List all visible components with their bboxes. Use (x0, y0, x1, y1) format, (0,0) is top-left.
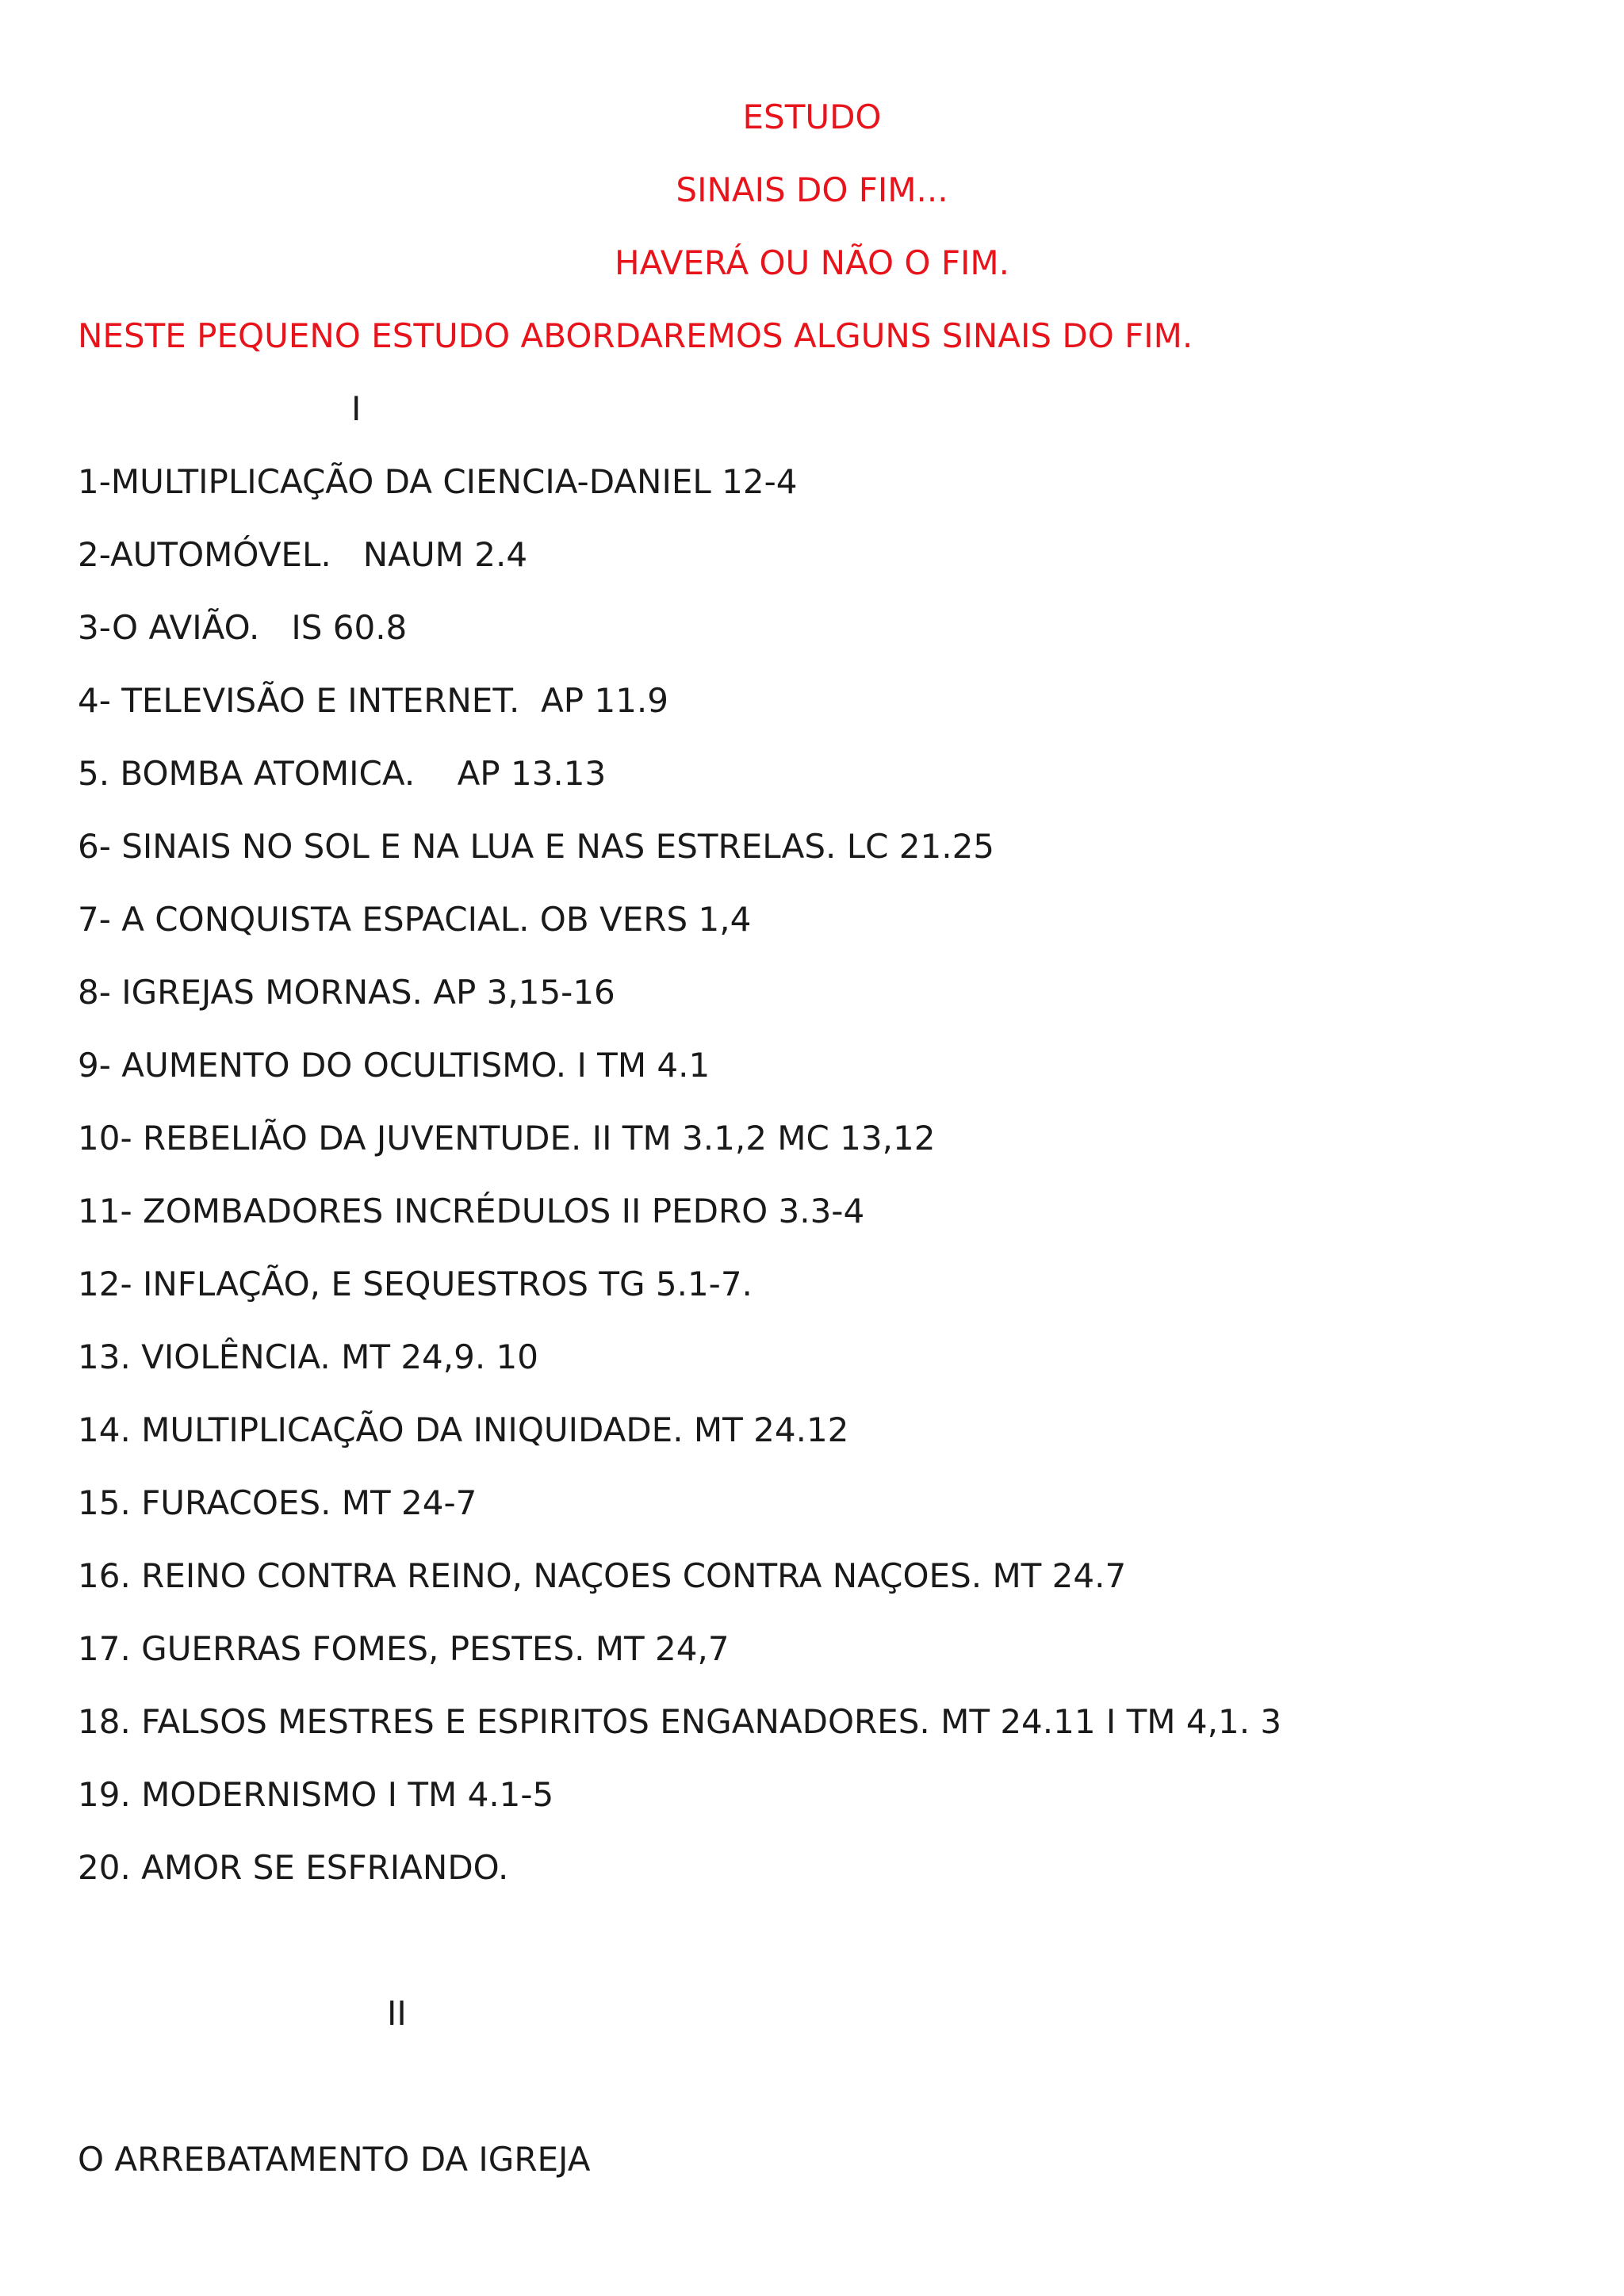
list-item: 2-AUTOMÓVEL. NAUM 2.4 (78, 535, 528, 574)
list-item: 15. FURACOES. MT 24-7 (78, 1483, 477, 1522)
list-item: 11- ZOMBADORES INCRÉDULOS II PEDRO 3.3-4 (78, 1192, 865, 1230)
section-heading: O ARREBATAMENTO DA IGREJA (78, 2140, 591, 2179)
list-item: 19. MODERNISMO I TM 4.1-5 (78, 1775, 554, 1814)
list-item: 5. BOMBA ATOMICA. AP 13.13 (78, 754, 607, 793)
section-numeral-1: I (351, 389, 362, 428)
list-item: 1-MULTIPLICAÇÃO DA CIENCIA-DANIEL 12-4 (78, 462, 798, 501)
list-item: 10- REBELIÃO DA JUVENTUDE. II TM 3.1,2 MC 13,12 (78, 1119, 936, 1158)
intro-paragraph: NESTE PEQUENO ESTUDO ABORDAREMOS ALGUNS SINAIS DO FIM. (78, 316, 1193, 355)
list-item: 20. AMOR SE ESFRIANDO. (78, 1848, 509, 1887)
list-item: 13. VIOLÊNCIA. MT 24,9. 10 (78, 1337, 538, 1376)
list-item: 17. GUERRAS FOMES, PESTES. MT 24,7 (78, 1629, 730, 1668)
list-item: 8- IGREJAS MORNAS. AP 3,15-16 (78, 973, 615, 1012)
list-item: 18. FALSOS MESTRES E ESPIRITOS ENGANADORES. MT 24.11 I TM 4,1. 3 (78, 1702, 1282, 1741)
list-item: 9- AUMENTO DO OCULTISMO. I TM 4.1 (78, 1046, 710, 1085)
list-item: 3-O AVIÃO. IS 60.8 (78, 608, 408, 647)
list-item: 16. REINO CONTRA REINO, NAÇOES CONTRA NAÇOES. MT 24.7 (78, 1556, 1127, 1595)
list-item: 7- A CONQUISTA ESPACIAL. OB VERS 1,4 (78, 900, 752, 939)
list-item: 4- TELEVISÃO E INTERNET. AP 11.9 (78, 681, 668, 720)
list-item: 6- SINAIS NO SOL E NA LUA E NAS ESTRELAS. LC 21.25 (78, 827, 995, 866)
section-numeral-2: II (387, 1994, 407, 2033)
list-item: 12- INFLAÇÃO, E SEQUESTROS TG 5.1-7. (78, 1265, 753, 1303)
list-item: 14. MULTIPLICAÇÃO DA INIQUIDADE. MT 24.12 (78, 1410, 849, 1449)
document-subtitle: SINAIS DO FIM... (676, 170, 948, 209)
document-title: ESTUDO (742, 98, 882, 136)
document-question: HAVERÁ OU NÃO O FIM. (615, 243, 1009, 282)
